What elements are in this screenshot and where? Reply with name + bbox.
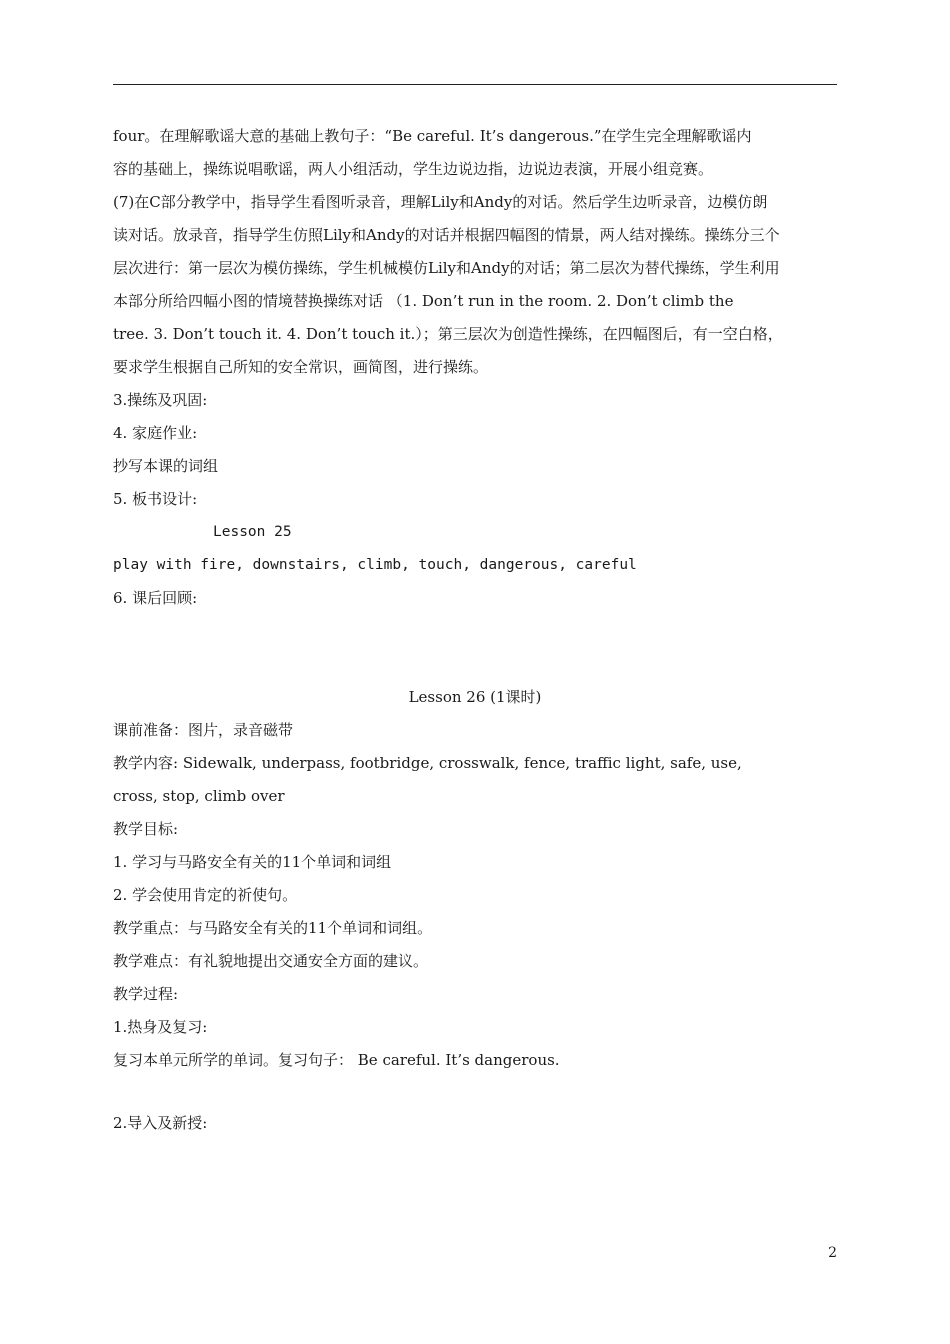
board-title: Lesson 25: [213, 524, 292, 540]
paragraph-line: (7)在C部分教学中，指导学生看图听录音，理解Lily和Andy的对话。然后学生边听录音，边模仿朗: [113, 193, 768, 211]
paragraph-line: tree. 3. Don’t touch it. 4. Don’t touch it.）；第三层次为创造性操练，在四幅图后，有一空白格，: [113, 325, 783, 343]
step-heading: 6. 课后回顾:: [113, 589, 198, 607]
lesson-title: Lesson 26 (1课时): [408, 688, 542, 706]
content-text: cross, stop, climb over: [113, 787, 285, 805]
content-text: 教学内容: Sidewalk, underpass, footbridge, crosswalk, fence, traffic light, safe, use,: [113, 754, 742, 772]
paragraph-line: 容的基础上，操练说唱歌谣，两人小组活动，学生边说边指，边说边表演，开展小组竞赛。: [113, 160, 714, 178]
step-heading: 5. 板书设计:: [113, 490, 198, 508]
document-body: [113, 120, 837, 1140]
goals-label: 教学目标:: [113, 820, 179, 838]
paragraph-line: 层次进行：第一层次为模仿操练，学生机械模仿Lily和Andy的对话；第二层次为替代操练，学生利用: [113, 259, 780, 277]
paragraph-line: 本部分所给四幅小图的情境替换操练对话 （1. Don’t run in the room. 2. Don’t climb the: [113, 292, 734, 310]
paragraph-line: four。在理解歌谣大意的基础上教句子：“Be careful. It’s dangerous.”在学生完全理解歌谣内: [113, 127, 752, 145]
paragraph-line: 要求学生根据自己所知的安全常识，画简图，进行操练。: [113, 358, 489, 376]
board-words: play with fire, downstairs, climb, touch, dangerous, careful: [113, 557, 637, 573]
difficulty: 教学难点：有礼貌地提出交通安全方面的建议。: [113, 952, 429, 970]
goal-item: 2. 学会使用肯定的祈使句。: [113, 886, 298, 904]
step-heading: 3.操练及巩固:: [113, 391, 208, 409]
step-heading: 4. 家庭作业:: [113, 424, 198, 442]
goal-item: 1. 学习与马路安全有关的11个单词和词组: [113, 853, 392, 871]
paragraph-line: 读对话。放录音，指导学生仿照Lily和Andy的对话并根据四幅图的情景，两人结对操练。操练分三个: [113, 226, 780, 244]
page-number: 2: [828, 1245, 837, 1261]
homework-text: 抄写本课的词组: [113, 457, 219, 475]
header-rule: [113, 84, 837, 85]
key-point: 教学重点：与马路安全有关的11个单词和词组。: [113, 919, 433, 937]
prep-text: 课前准备：图片，录音磁带: [113, 721, 294, 739]
step-heading: 2.导入及新授:: [113, 1114, 208, 1132]
step-heading: 1.热身及复习:: [113, 1018, 208, 1036]
process-label: 教学过程:: [113, 985, 179, 1003]
review-text: 复习本单元所学的单词。复习句子： Be careful. It’s dangerous.: [113, 1051, 560, 1069]
